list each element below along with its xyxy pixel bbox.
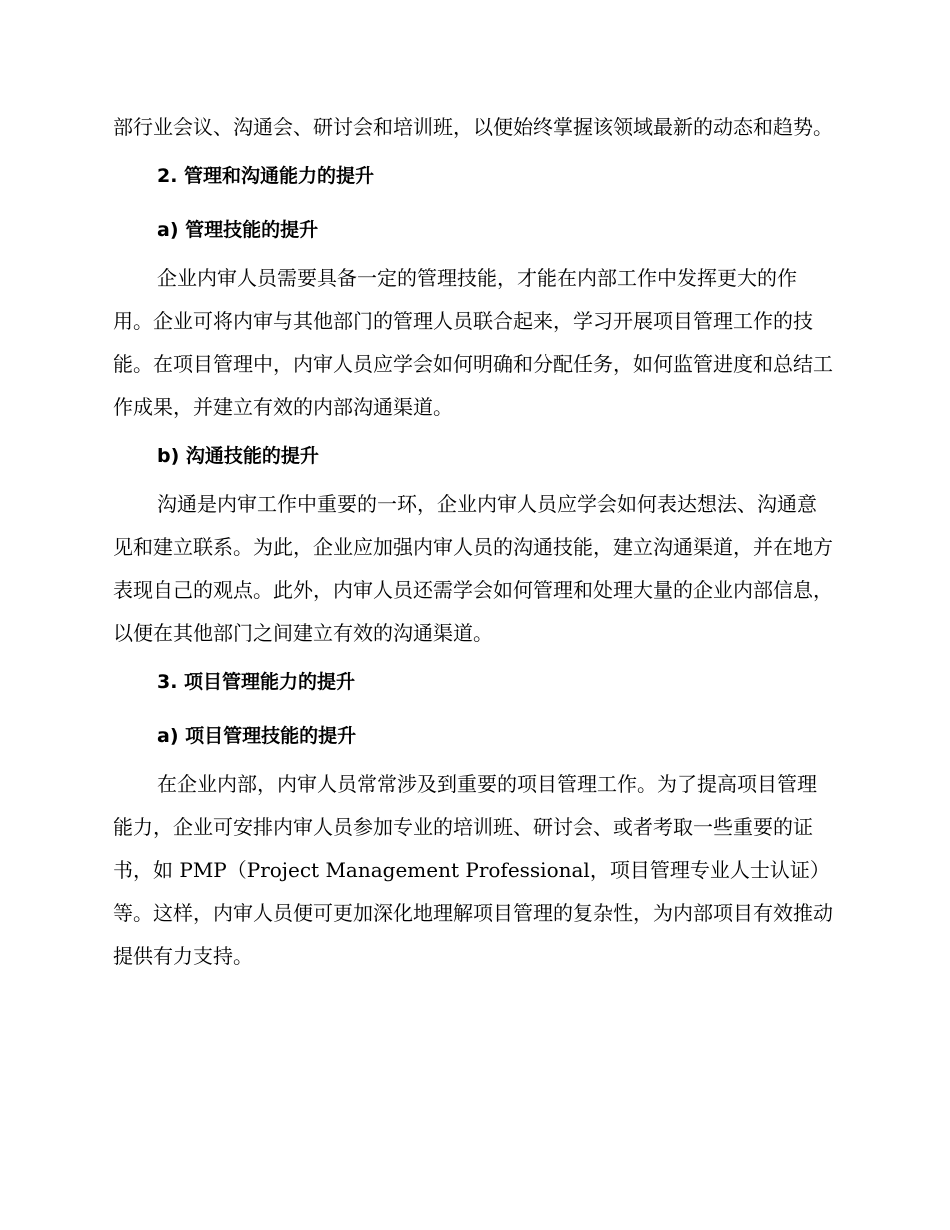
paragraph-project-management-skills: 在企业内部，内审人员常常涉及到重要的项目管理工作。为了提高项目管理能力，企业可安排内审人员参加专业的培训班、研讨会、或者考取一些重要的证书，如 PMP（Project Management Professional，项目管理专业人士认证）等。这样，内审人员便可更加深化地理解项目管理的复杂性，为内部项目有效推动提供有力支持。 [113, 772, 833, 968]
paragraph-communication-skills: 沟通是内审工作中重要的一环，企业内审人员应学会如何表达想法、沟通意见和建立联系。为此，企业应加强内审人员的沟通技能，建立沟通渠道，并在地方表现自己的观点。此外，内审人员还需学会如何管理和处理大量的企业内部信息，以便在其他部门之间建立有效的沟通渠道。 [113, 492, 833, 645]
section-heading-3: 3. 项目管理能力的提升 [157, 671, 356, 693]
paragraph-intro: 部行业会议、沟通会、研讨会和培训班，以便始终掌握该领域最新的动态和趋势。 [113, 115, 833, 139]
document-body [113, 106, 833, 978]
subsection-heading-2a: a) 管理技能的提升 [157, 219, 319, 241]
paragraph-management-skills: 企业内审人员需要具备一定的管理技能，才能在内部工作中发挥更大的作用。企业可将内审与其他部门的管理人员联合起来，学习开展项目管理工作的技能。在项目管理中，内审人员应学会如何明确和分配任务，如何监管进度和总结工作成果，并建立有效的内部沟通渠道。 [113, 266, 833, 419]
subsection-heading-2b: b) 沟通技能的提升 [157, 445, 319, 467]
section-heading-2: 2. 管理和沟通能力的提升 [157, 165, 375, 187]
subsection-heading-3a: a) 项目管理技能的提升 [157, 725, 357, 747]
